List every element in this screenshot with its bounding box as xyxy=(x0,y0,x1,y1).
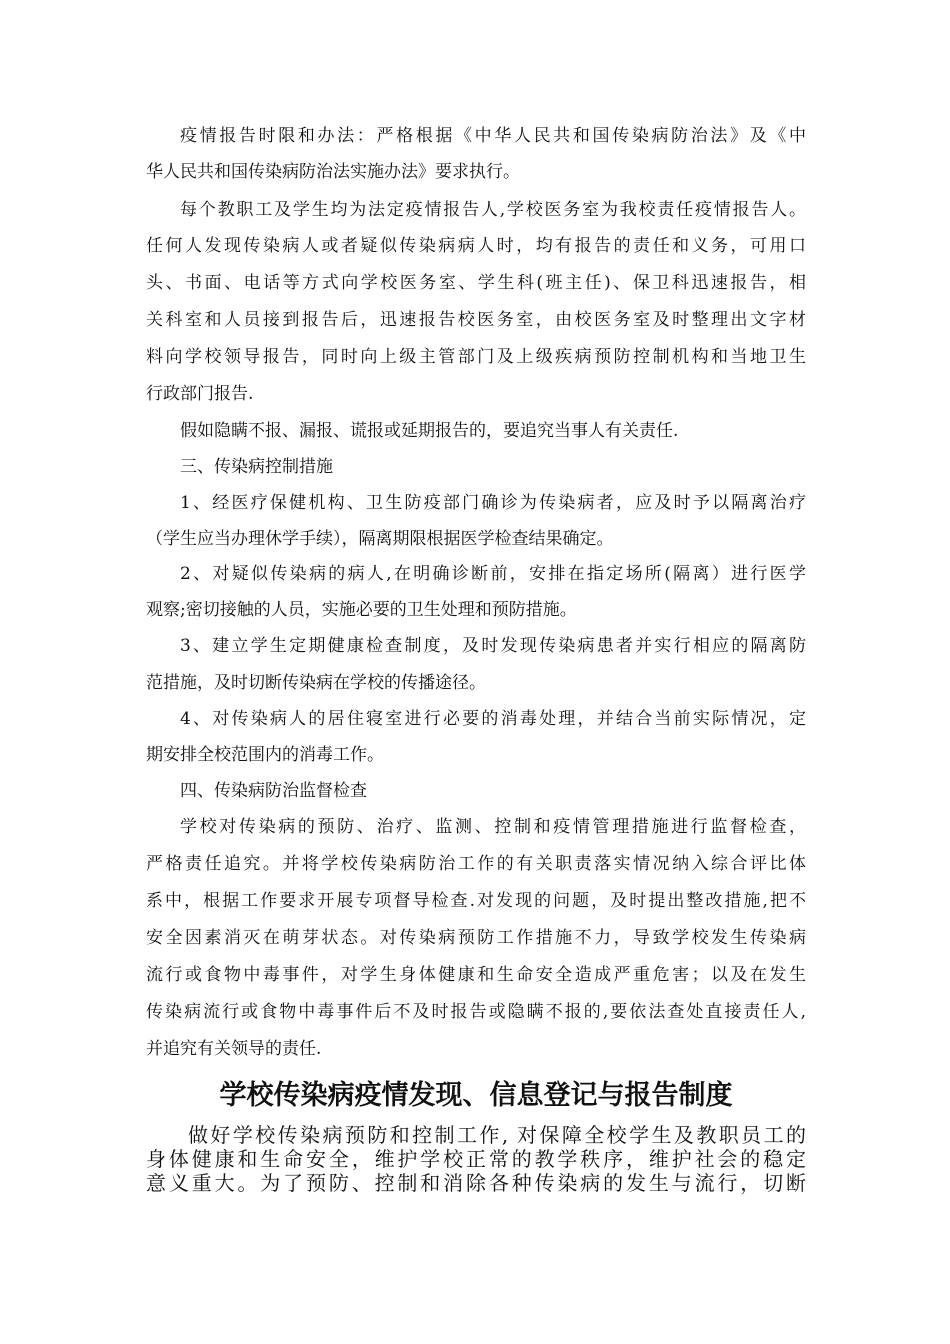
paragraph-line: 关科室和人员接到报告后，迅速报告校医务室，由校医务室及时整理出文字材 xyxy=(146,310,806,330)
paragraph-line: 传染病流行或食物中毒事件后不及时报告或隐瞒不报的,要依法查处直接责任人, xyxy=(146,1002,806,1022)
paragraph-line: 学校对传染病的预防、治疗、监测、控制和疫情管理措施进行监督检查， xyxy=(180,817,806,837)
paragraph-line: 范措施，及时切断传染病在学校的传播途径。 xyxy=(146,673,486,693)
paragraph-line: 每个教职工及学生均为法定疫情报告人,学校医务室为我校责任疫情报告人。 xyxy=(180,200,806,220)
paragraph-line: 安全因素消灭在萌芽状态。对传染病预防工作措施不力，导致学校发生传染病 xyxy=(146,928,806,948)
paragraph-line: 期安排全校范围内的消毒工作。 xyxy=(146,745,384,765)
paragraph-line: 3、建立学生定期健康检查制度，及时发现传染病患者并实行相应的隔离防 xyxy=(180,636,806,656)
paragraph-line: （学生应当办理休学手续），隔离期限根据医学检查结果确定。 xyxy=(146,529,614,549)
paragraph-line: 假如隐瞒不报、漏报、谎报或延期报告的，要追究当事人有关责任. xyxy=(180,421,679,441)
paragraph-line: 头、书面、电话等方式向学校医务室、学生科(班主任)、保卫科迅速报告，相 xyxy=(146,273,806,293)
paragraph-line: 严格责任追究。并将学校传染病防治工作的有关职责落实情况纳入综合评比体 xyxy=(146,854,806,874)
paragraph-line: 疫情报告时限和办法：严格根据《中华人民共和国传染病防治法》及《中 xyxy=(180,126,806,146)
paragraph-line: 观察;密切接触的人员，实施必要的卫生处理和预防措施。 xyxy=(146,600,577,620)
paragraph-line: 任何人发现传染病人或者疑似传染病病人时，均有报告的责任和义务，可用口 xyxy=(146,236,806,256)
paragraph-line: 4、对传染病人的居住寝室进行必要的消毒处理，并结合当前实际情况，定 xyxy=(180,709,806,729)
paragraph-line: 行政部门报告. xyxy=(146,384,254,404)
paragraph-line: 料向学校领导报告，同时向上级主管部门及上级疾病预防控制机构和当地卫生 xyxy=(146,347,806,367)
paragraph-line: 流行或食物中毒事件，对学生身体健康和生命安全造成严重危害；以及在发生 xyxy=(146,965,806,985)
section-heading: 四、传染病防治监督检查 xyxy=(180,781,367,801)
intro-line: 做好学校传染病预防和控制工作, 对保障全校学生及教职员工的 xyxy=(188,1123,806,1147)
intro-line: 意义重大。为了预防、控制和消除各种传染病的发生与流行，切断 xyxy=(146,1171,806,1195)
paragraph-line: 系中，根据工作要求开展专项督导检查.对发现的问题，及时提出整改措施,把不 xyxy=(146,891,806,911)
paragraph-line: 1、经医疗保健机构、卫生防疫部门确诊为传染病者，应及时予以隔离治疗 xyxy=(180,493,806,513)
section-heading: 三、传染病控制措施 xyxy=(180,457,333,477)
paragraph-line: 2、对疑似传染病的病人,在明确诊断前，安排在指定场所(隔离）进行医学 xyxy=(180,564,806,584)
document-title: 学校传染病疫情发现、信息登记与报告制度 xyxy=(219,1080,733,1111)
paragraph-line: 并追究有关领导的责任. xyxy=(146,1039,322,1059)
paragraph-line: 华人民共和国传染病防治法实施办法》要求执行。 xyxy=(146,162,520,182)
intro-line: 身体健康和生命安全，维护学校正常的教学秩序，维护社会的稳定 xyxy=(146,1147,806,1171)
